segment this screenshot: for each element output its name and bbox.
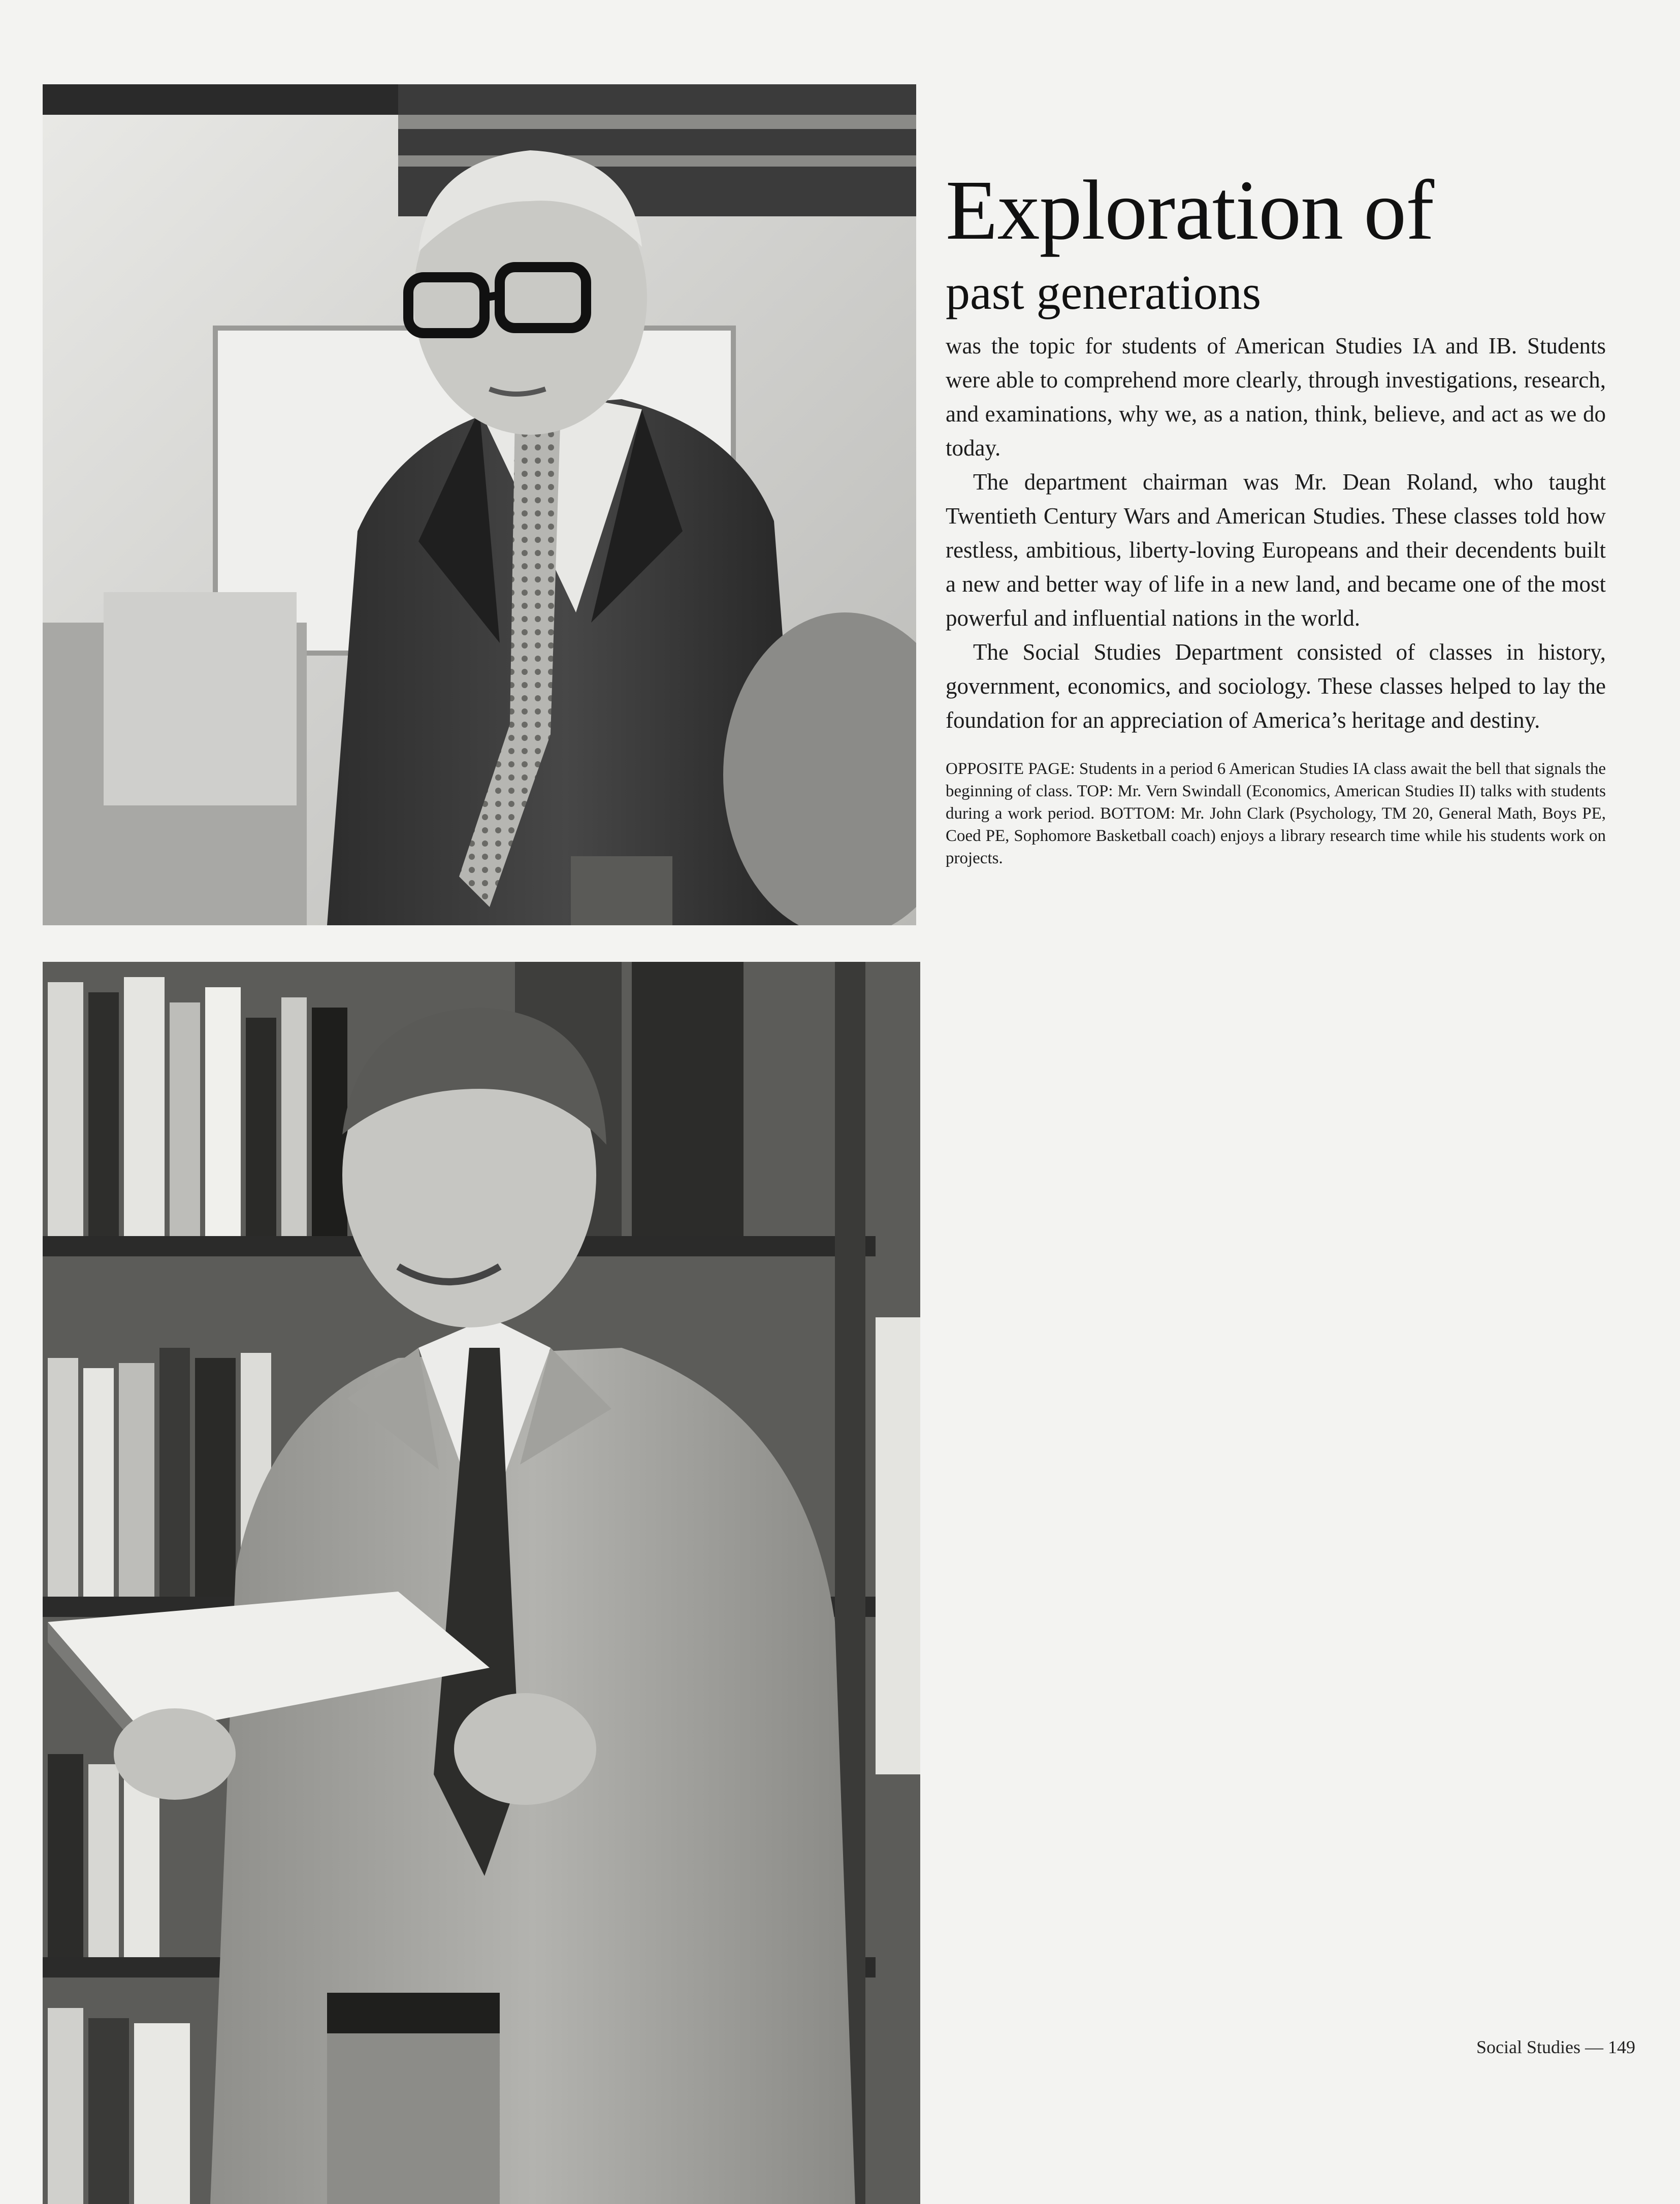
body-paragraph-2: The department chairman was Mr. Dean Roland, who taught Twentieth Century Wars and American Studies. These classes told how restless, ambitious, liberty-loving Europeans and their decendents built a new and better way of life in a new land, and became one of the most powerful and influential nations in the world. xyxy=(946,469,1606,631)
photo-teacher-in-library xyxy=(43,962,920,2204)
photo-teacher-in-suit-image xyxy=(43,84,916,925)
article-body xyxy=(946,329,1606,737)
headline-main: Exploration of xyxy=(946,163,1434,257)
photo-caption: OPPOSITE PAGE: Students in a period 6 American Studies IA class await the bell that signals the beginning of class. TOP: Mr. Vern Swindall (Economics, American Studies II) talks with students during a work period. BOTTOM: Mr. John Clark (Psychology, TM 20, General Math, Boys PE, Coed PE, Sophomore Basketball coach) enjoys a library research time while his students work on projects. xyxy=(946,760,1606,867)
body-paragraph-3: The Social Studies Department consisted of classes in history, government, economics, and sociology. These classes helped to lay the foundation for an appreciation of America’s heritage and destiny. xyxy=(946,639,1606,733)
photo-teacher-in-suit xyxy=(43,84,916,925)
headline-sub: past generations xyxy=(946,265,1262,319)
page-folio: Social Studies — 149 xyxy=(1476,2037,1635,2057)
article-column xyxy=(946,163,1606,869)
photo-teacher-in-library-image xyxy=(43,962,920,2204)
body-paragraph-1: was the topic for students of American Studies IA and IB. Students were able to comprehend more clearly, through investigations, research, and examinations, why we, as a nation, think, believe, and act as we do today. xyxy=(946,333,1606,461)
